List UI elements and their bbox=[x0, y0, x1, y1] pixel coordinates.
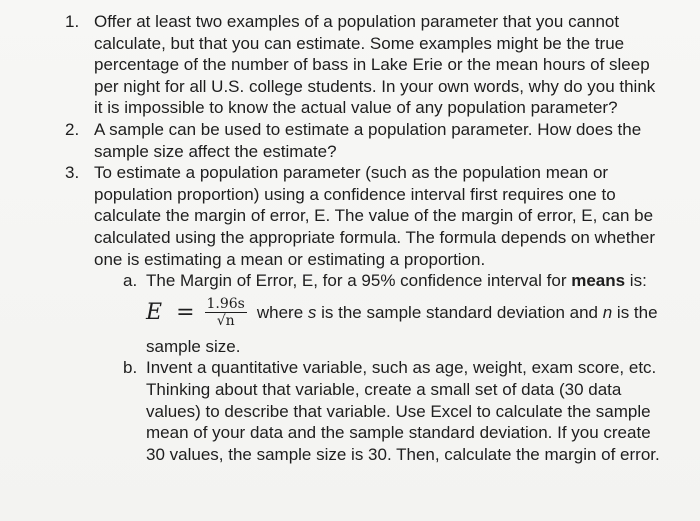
subquestion-letter: a. bbox=[123, 271, 138, 291]
formula-lhs: E bbox=[146, 299, 163, 325]
question-text: A sample can be used to estimate a population parameter. How does the sample size affect the estimate? bbox=[94, 119, 642, 161]
subquestion-b bbox=[94, 357, 660, 465]
subquestion-a bbox=[94, 270, 660, 357]
subquestion-letter: b. bbox=[123, 358, 138, 378]
where-text-3: is the bbox=[612, 302, 658, 322]
subquestion-text: Invent a quantitative variable, such as age, weight, exam score, etc. Thinking about that variable, create a small set of data (30 data values) to describe that variable. Use Excel to calculate the sample mean of your data and the sample standard deviation. If you create 30 values, the sample size is 30. Then, calculate the margin of error. bbox=[146, 358, 660, 464]
question-number: 3. bbox=[65, 163, 80, 183]
question-list bbox=[0, 11, 700, 465]
where-text-1: where bbox=[256, 302, 308, 322]
variable-n: n bbox=[602, 302, 613, 322]
question-number: 1. bbox=[65, 12, 80, 31]
question-3 bbox=[0, 162, 700, 465]
subquestion-list bbox=[94, 270, 660, 465]
subquestion-text-end: is: bbox=[625, 271, 647, 291]
question-number: 2. bbox=[65, 119, 80, 139]
emphasis-means: means bbox=[571, 271, 626, 291]
question-1 bbox=[0, 11, 700, 119]
question-2 bbox=[0, 119, 700, 162]
margin-of-error-formula bbox=[146, 290, 660, 336]
subquestion-text-continuation: sample size. bbox=[146, 336, 241, 356]
subquestion-text: The Margin of Error, E, for a 95% confidence interval for bbox=[146, 271, 572, 291]
formula-numerator: 1.96s bbox=[206, 295, 245, 312]
variable-s: s bbox=[307, 302, 317, 322]
formula-denominator: √n bbox=[216, 312, 235, 329]
formula-where-text bbox=[257, 302, 658, 324]
formula-fraction bbox=[205, 296, 247, 330]
question-text: Offer at least two examples of a population parameter that you cannot calculate, but that you can estimate. Some examples might be the true percentage of the number of bass in Lake Erie or the mean hours of sleep per night for all U.S. college students. In your own words, why do you think it is impossible to know the actual value of any population parameter? bbox=[94, 12, 656, 118]
question-text: To estimate a population parameter (such as the population mean or population proportion) using a confidence interval first requires one to calculate the margin of error, E. The value of the margin of error, E, can be calculated using the appropriate formula. The formula depends on whether one is estimating a mean or estimating a proportion. bbox=[94, 163, 656, 269]
formula-equals: = bbox=[176, 299, 195, 325]
where-text-2: is the sample standard deviation and bbox=[316, 302, 603, 322]
